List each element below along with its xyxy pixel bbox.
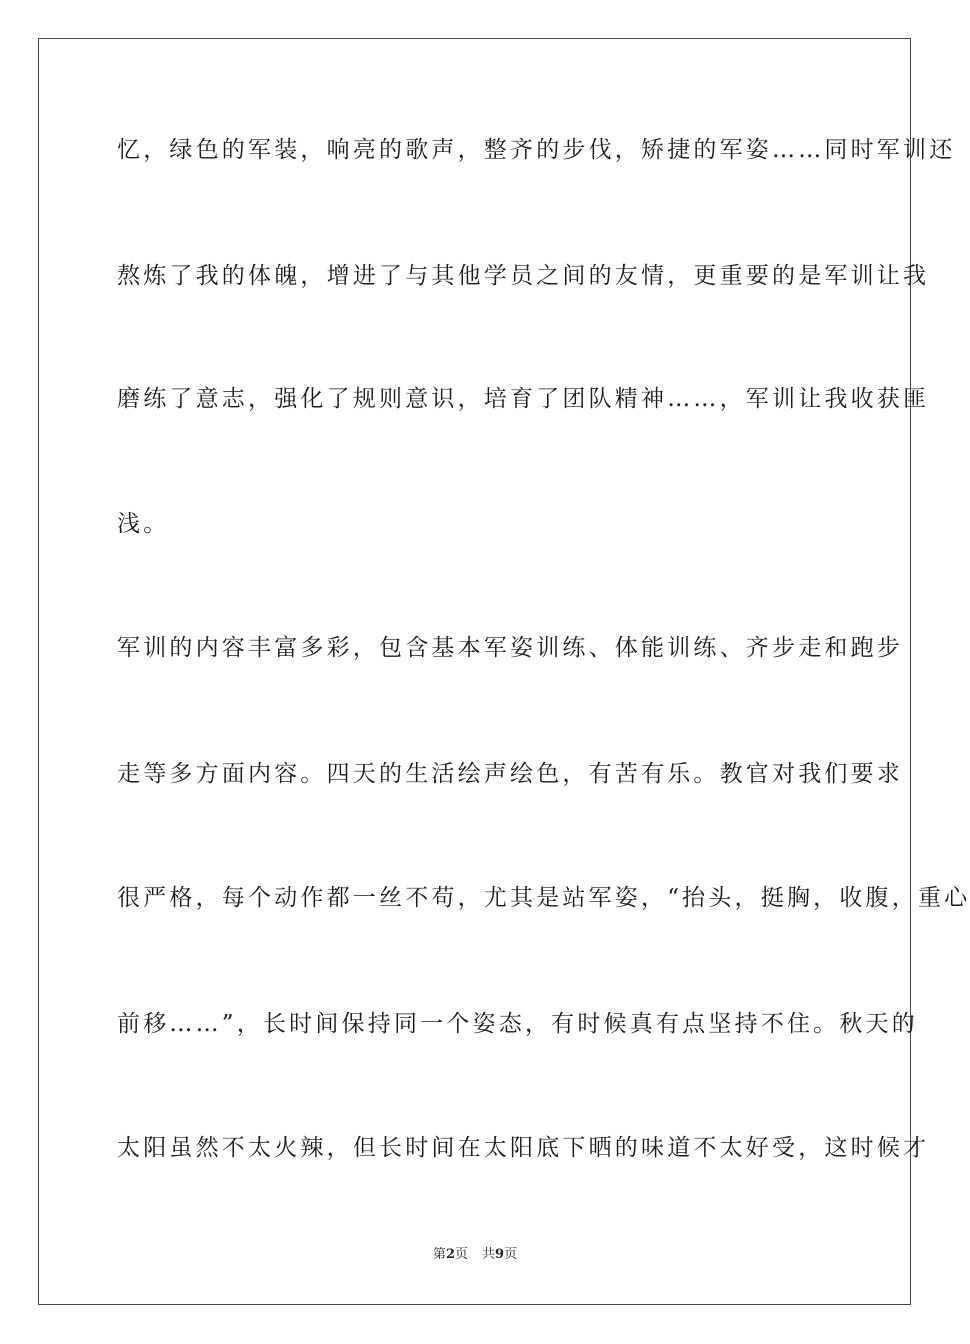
body-text-line: 军训的内容丰富多彩，包含基本军姿训练、体能训练、齐步走和跑步: [117, 635, 903, 661]
body-text-line: 忆，绿色的军装，响亮的歌声，整齐的步伐，矫捷的军姿……同时军训还: [117, 137, 956, 163]
body-text-line: 磨练了意志，强化了规则意识，培育了团队精神……，军训让我收获匪: [117, 386, 930, 412]
body-text-line: 走等多方面内容。四天的生活绘声绘色，有苦有乐。教官对我们要求: [117, 761, 903, 787]
page-footer: [0, 1246, 950, 1264]
body-text-line: 熬炼了我的体魄，增进了与其他学员之间的友情，更重要的是军训让我: [117, 263, 930, 289]
body-text-line: 很严格，每个动作都一丝不苟，尤其是站军姿，“抬头，挺胸，收腹，重心: [117, 885, 970, 911]
page-border: [38, 38, 970, 1305]
body-text-line: 前移……”，长时间保持同一个姿态，有时候真有点坚持不住。秋天的: [117, 1011, 918, 1037]
body-text-line: 浅。: [117, 511, 170, 537]
page-number: 第2页: [432, 1247, 468, 1262]
body-text-line: 太阳虽然不太火辣，但长时间在太阳底下晒的味道不太好受，这时候才: [117, 1135, 930, 1161]
page-total: 共9页: [482, 1247, 518, 1262]
